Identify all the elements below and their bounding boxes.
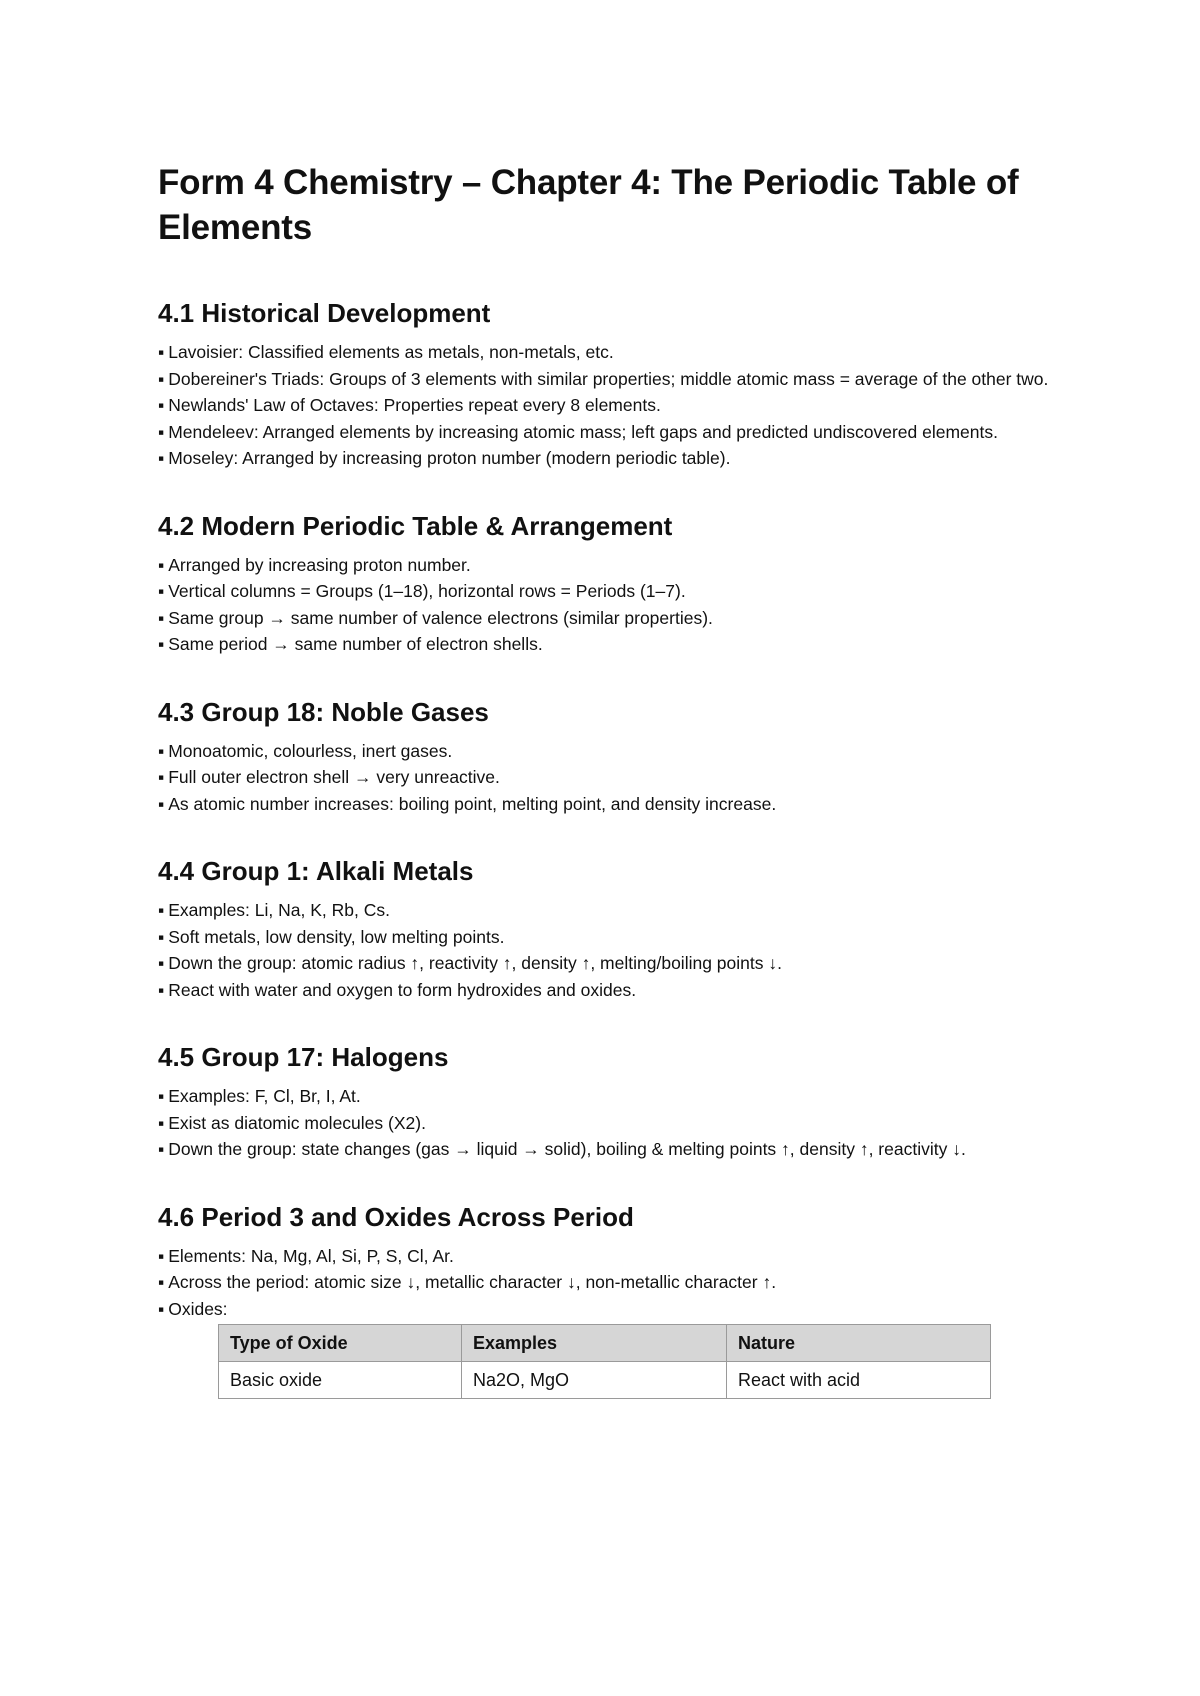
bullet-text: Vertical columns = Groups (1–18), horizontal rows = Periods (1–7). [168,581,686,601]
bullet-text: Across the period: atomic size ↓, metallic character ↓, non-metallic character ↑. [168,1272,777,1292]
bullet-item [158,552,1050,579]
bullet-text: Same period → same number of electron shells. [168,634,543,654]
bullet-icon: ▪ [158,767,165,787]
bullet-text: Same group → same number of valence electrons (similar properties). [168,607,713,628]
bullet-text: Mendeleev: Arranged elements by increasing atomic mass; left gaps and predicted undiscovered elements. [168,421,998,442]
bullet-icon: ▪ [158,740,165,761]
bullet-item [158,366,1050,393]
bullet-list [158,1243,1050,1323]
bullet-item [158,419,1050,446]
bullet-item [158,977,1050,1004]
bullet-text: Down the group: atomic radius ↑, reactivity ↑, density ↑, melting/boiling points ↓. [168,953,782,973]
bullet-item [158,897,1050,924]
bullet-icon: ▪ [158,1112,165,1133]
section-heading: 4.2 Modern Periodic Table & Arrangement [158,510,673,541]
section-heading: 4.4 Group 1: Alkali Metals [158,856,474,886]
bullet-item [158,950,1050,977]
bullet-item [158,764,1050,791]
bullet-icon: ▪ [158,793,165,814]
section-heading: 4.3 Group 18: Noble Gases [158,696,489,727]
bullet-icon: ▪ [158,1086,165,1106]
bullet-item [158,445,1050,472]
bullet-icon: ▪ [158,1245,165,1266]
bullet-list [158,339,1050,472]
bullet-icon: ▪ [158,395,165,415]
bullet-icon: ▪ [158,634,165,654]
bullet-icon: ▪ [158,1298,165,1319]
bullet-text: React with water and oxygen to form hydroxides and oxides. [168,979,637,1000]
bullet-item [158,1083,1050,1110]
section-heading: 4.5 Group 17: Halogens [158,1042,449,1072]
table-cell: Basic oxide [219,1362,462,1399]
bullet-item [158,1296,1050,1323]
bullet-text: As atomic number increases: boiling point, melting point, and density increase. [168,793,777,814]
table-row [219,1362,991,1399]
document-title: Form 4 Chemistry – Chapter 4: The Periodic Table of Elements [158,163,1019,247]
bullet-text: Moseley: Arranged by increasing proton number (modern periodic table). [168,448,731,468]
bullet-item [158,738,1050,765]
bullet-text: Dobereiner's Triads: Groups of 3 elements with similar properties; middle atomic mass = average of the other two. [168,368,1049,389]
bullet-icon: ▪ [158,421,165,442]
bullet-text: Examples: Li, Na, K, Rb, Cs. [168,900,390,920]
section-1 [158,297,1050,472]
bullet-icon: ▪ [158,953,165,973]
bullet-item [158,924,1050,951]
section-3 [158,696,1050,818]
section-6 [158,1201,1050,1400]
bullet-item [158,1243,1050,1270]
bullet-item [158,1110,1050,1137]
bullet-list [158,897,1050,1003]
bullet-text: Lavoisier: Classified elements as metals, non-metals, etc. [168,342,614,362]
bullet-icon: ▪ [158,554,165,575]
bullet-text: Monoatomic, colourless, inert gases. [168,740,453,761]
bullet-item [158,392,1050,419]
table-header-cell: Type of Oxide [219,1325,462,1362]
bullet-icon: ▪ [158,607,165,628]
bullet-list [158,1083,1050,1163]
table-header-cell: Examples [462,1325,727,1362]
bullet-icon: ▪ [158,926,165,947]
oxide-table [218,1324,991,1399]
bullet-icon: ▪ [158,342,165,362]
bullet-icon: ▪ [158,1272,165,1292]
section-heading: 4.1 Historical Development [158,298,491,328]
bullet-item [158,578,1050,605]
bullet-item [158,631,1050,658]
table-header-cell: Nature [727,1325,991,1362]
table-cell: React with acid [727,1362,991,1399]
bullet-icon: ▪ [158,1139,165,1159]
bullet-text: Arranged by increasing proton number. [168,554,471,575]
bullet-item [158,1269,1050,1296]
section-5 [158,1041,1050,1163]
bullet-text: Soft metals, low density, low melting points. [168,926,505,947]
table-cell: Na2O, MgO [462,1362,727,1399]
bullet-item [158,605,1050,632]
bullet-text: Elements: Na, Mg, Al, Si, P, S, Cl, Ar. [168,1245,454,1266]
bullet-item [158,1136,1050,1163]
bullet-text: Full outer electron shell → very unreactive. [168,767,500,787]
section-2 [158,510,1050,658]
bullet-icon: ▪ [158,979,165,1000]
bullet-icon: ▪ [158,581,165,601]
table-header-row [219,1325,991,1362]
bullet-icon: ▪ [158,900,165,920]
section-heading: 4.6 Period 3 and Oxides Across Period [158,1201,634,1232]
bullet-text: Down the group: state changes (gas → liquid → solid), boiling & melting points ↑, density ↑, reactivity ↓. [168,1139,966,1159]
bullet-text: Newlands' Law of Octaves: Properties repeat every 8 elements. [168,395,661,415]
bullet-text: Examples: F, Cl, Br, I, At. [168,1086,361,1106]
bullet-list [158,738,1050,818]
bullet-text: Oxides: [168,1298,228,1319]
sections-container [158,297,1050,1399]
bullet-icon: ▪ [158,448,165,468]
bullet-item [158,791,1050,818]
bullet-list [158,552,1050,658]
bullet-text: Exist as diatomic molecules (X2). [168,1112,426,1133]
bullet-icon: ▪ [158,368,165,389]
bullet-item [158,339,1050,366]
section-4 [158,855,1050,1003]
